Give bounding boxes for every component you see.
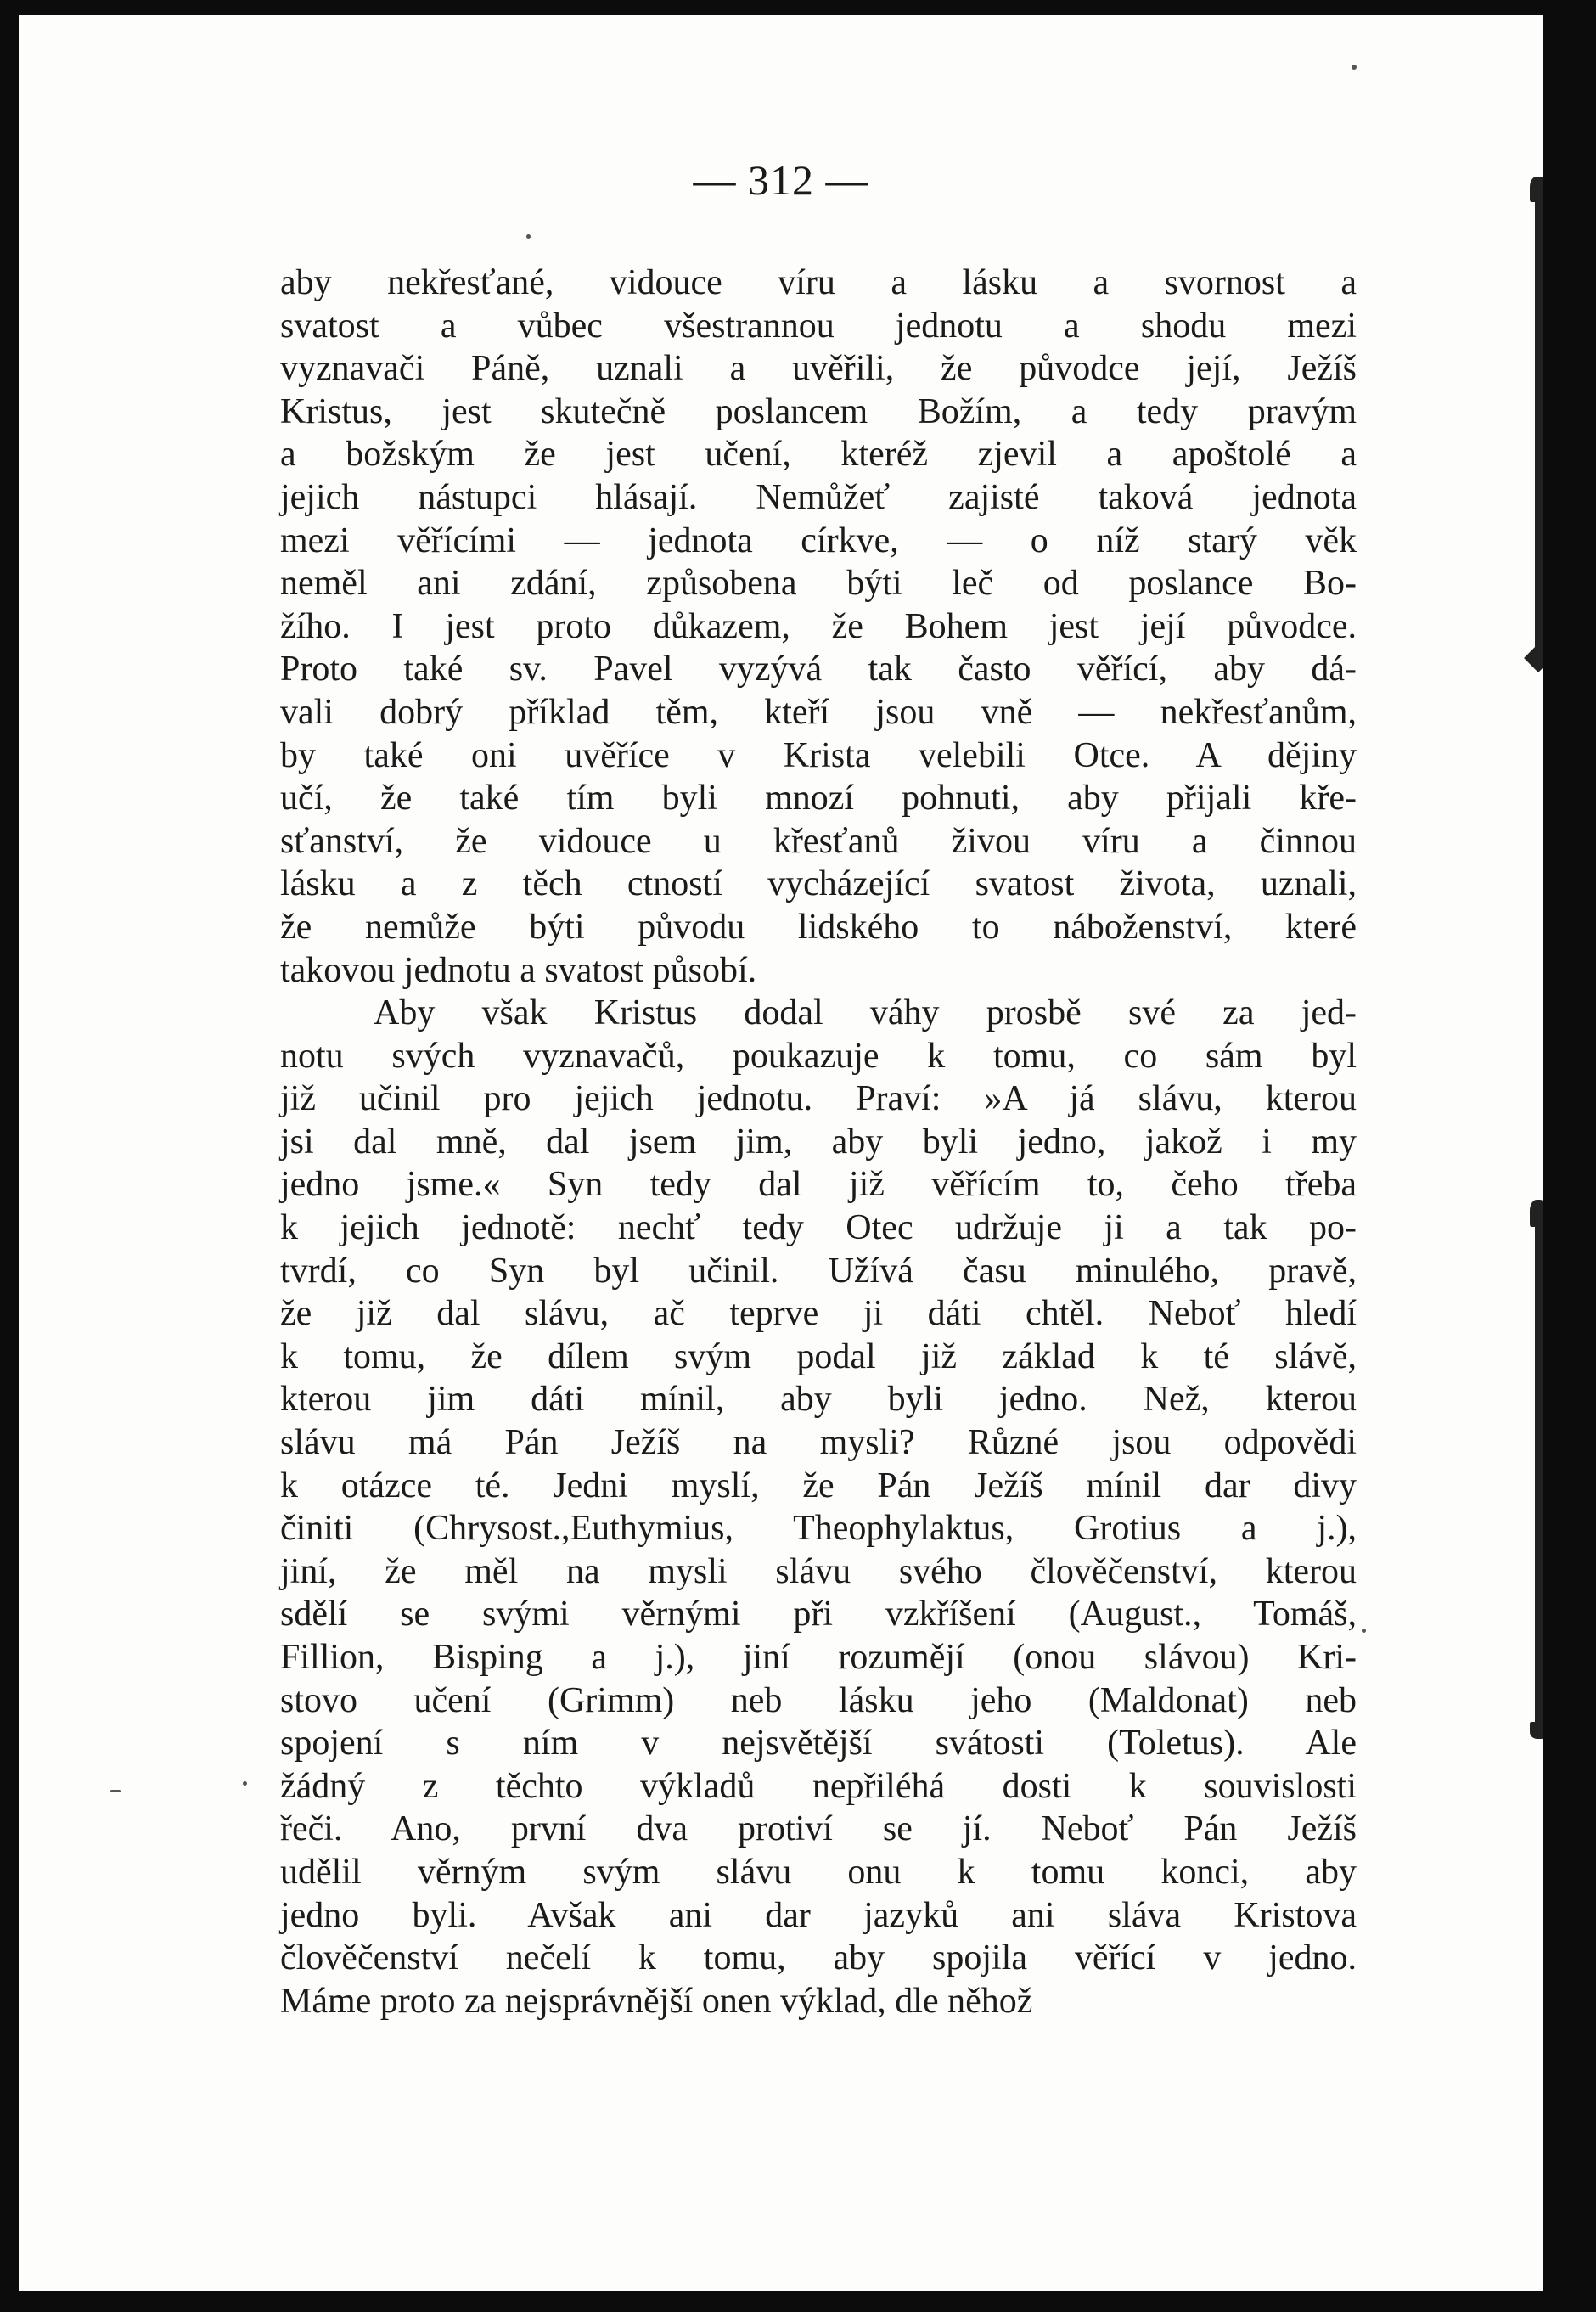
binding-mark-lower-foot: [1530, 1722, 1543, 1739]
speck-dot: [243, 1781, 247, 1786]
text-line: žího. I jest proto důkazem, že Bohem jest její původce.: [280, 606, 1357, 646]
text-line: mezi věřícími — jednota církve, — o níž starý věk: [280, 520, 1357, 560]
paragraph-1: [280, 262, 1357, 992]
speck-dot: [526, 234, 531, 239]
text-line: slávu má Pán Ježíš na mysli? Různé jsou odpovědi: [280, 1423, 1357, 1463]
text-line: že nemůže býti původu lidského to náboženství, které: [280, 907, 1357, 947]
text-line: učí, že také tím byli mnozí pohnuti, aby přijali kře-: [280, 779, 1357, 818]
text-line: Máme proto za nejsprávnější onen výklad, dle něhož: [280, 1981, 1033, 2021]
text-line: udělil věrným svým slávu onu k tomu konci, aby: [280, 1852, 1357, 1892]
text-line: k jejich jednotě: nechť tedy Otec udržuje ji a tak po-: [280, 1208, 1357, 1248]
book-page: [19, 15, 1543, 2291]
paragraph-2: [280, 992, 1357, 2022]
text-line: svatost a vůbec všestrannou jednotu a shodu mezi: [280, 306, 1357, 346]
text-line: řeči. Ano, první dva protiví se jí. Neboť Pán Ježíš: [280, 1809, 1357, 1849]
text-line: a božským že jest učení, kteréž zjevil a apoštolé a: [280, 435, 1357, 475]
text-line: takovou jednotu a svatost působí.: [280, 950, 757, 990]
text-line: že již dal slávu, ač teprve ji dáti chtěl. Neboť hledí: [280, 1294, 1357, 1334]
text-line: jedno jsme.« Syn tedy dal již věřícím to, čeho třeba: [280, 1165, 1357, 1205]
text-line: stovo učení (Grimm) neb lásku jeho (Maldonat) neb: [280, 1680, 1357, 1720]
body-text: [280, 262, 1357, 2022]
text-line: tvrdí, co Syn byl učinil. Užívá času minulého, pravě,: [280, 1251, 1357, 1291]
binding-mark-lower: [1535, 1204, 1543, 1730]
text-line: Kristus, jest skutečně poslancem Božím, a tedy pravým: [280, 391, 1357, 431]
speck-dot: [110, 1790, 121, 1792]
text-line: žádný z těchto výkladů nepřiléhá dosti k souvislosti: [280, 1766, 1357, 1806]
binding-mark-upper: [1535, 181, 1543, 656]
text-line: aby nekřesťané, vidouce víru a lásku a svornost a: [280, 263, 1357, 302]
text-line: jedno byli. Avšak ani dar jazyků ani sláva Kristova: [280, 1895, 1357, 1935]
text-line: lásku a z těch ctností vycházející svatost života, uznali,: [280, 864, 1357, 904]
text-line: jejich nástupci hlásají. Nemůžeť zajisté taková jednota: [280, 477, 1357, 517]
text-line: sdělí se svými věrnými při vzkříšení (August., Tomáš,: [280, 1595, 1357, 1634]
text-line: činiti (Chrysost.,Euthymius, Theophylaktus, Grotius a j.),: [280, 1509, 1357, 1549]
text-line: k tomu, že dílem svým podal již základ k té slávě,: [280, 1336, 1357, 1376]
text-line: člověčenství nečelí k tomu, aby spojila věřící v jedno.: [280, 1938, 1357, 1978]
text-line: sťanství, že vidouce u křesťanů živou víru a činnou: [280, 821, 1357, 861]
text-line: Proto také sv. Pavel vyzývá tak často věřící, aby dá-: [280, 650, 1357, 689]
text-line: neměl ani zdání, způsobena býti leč od poslance Bo-: [280, 564, 1357, 604]
text-line: notu svých vyznavačů, poukazuje k tomu, co sám byl: [280, 1036, 1357, 1076]
speck-dot: [1352, 65, 1357, 70]
binding-mark-upper-tail: [1524, 644, 1543, 672]
text-line: vyznavači Páně, uznali a uvěřili, že původce její, Ježíš: [280, 349, 1357, 389]
text-line: Aby však Kristus dodal váhy prosbě své za jed-: [374, 993, 1357, 1033]
speck-dot: [1362, 1629, 1366, 1633]
binding-mark-upper-head: [1530, 177, 1543, 202]
text-line: Fillion, Bisping a j.), jiní rozumějí (onou slávou) Kri-: [280, 1638, 1357, 1677]
binding-mark-lower-head: [1530, 1200, 1543, 1227]
text-line: kterou jim dáti mínil, aby byli jedno. Než, kterou: [280, 1380, 1357, 1420]
text-line: jiní, že měl na mysli slávu svého člověčenství, kterou: [280, 1551, 1357, 1591]
text-line: spojení s ním v nejsvětější svátosti (Toletus). Ale: [280, 1724, 1357, 1764]
text-line: již učinil pro jejich jednotu. Praví: »A já slávu, kterou: [280, 1079, 1357, 1119]
text-line: jsi dal mně, dal jsem jim, aby byli jedno, jakož i my: [280, 1122, 1357, 1162]
text-line: by také oni uvěříce v Krista velebili Otce. A dějiny: [280, 735, 1357, 775]
text-line: vali dobrý příklad těm, kteří jsou vně — nekřesťanům,: [280, 692, 1357, 732]
page-number: — 312 —: [693, 156, 869, 204]
text-line: k otázce té. Jedni myslí, že Pán Ježíš mínil dar divy: [280, 1465, 1357, 1505]
